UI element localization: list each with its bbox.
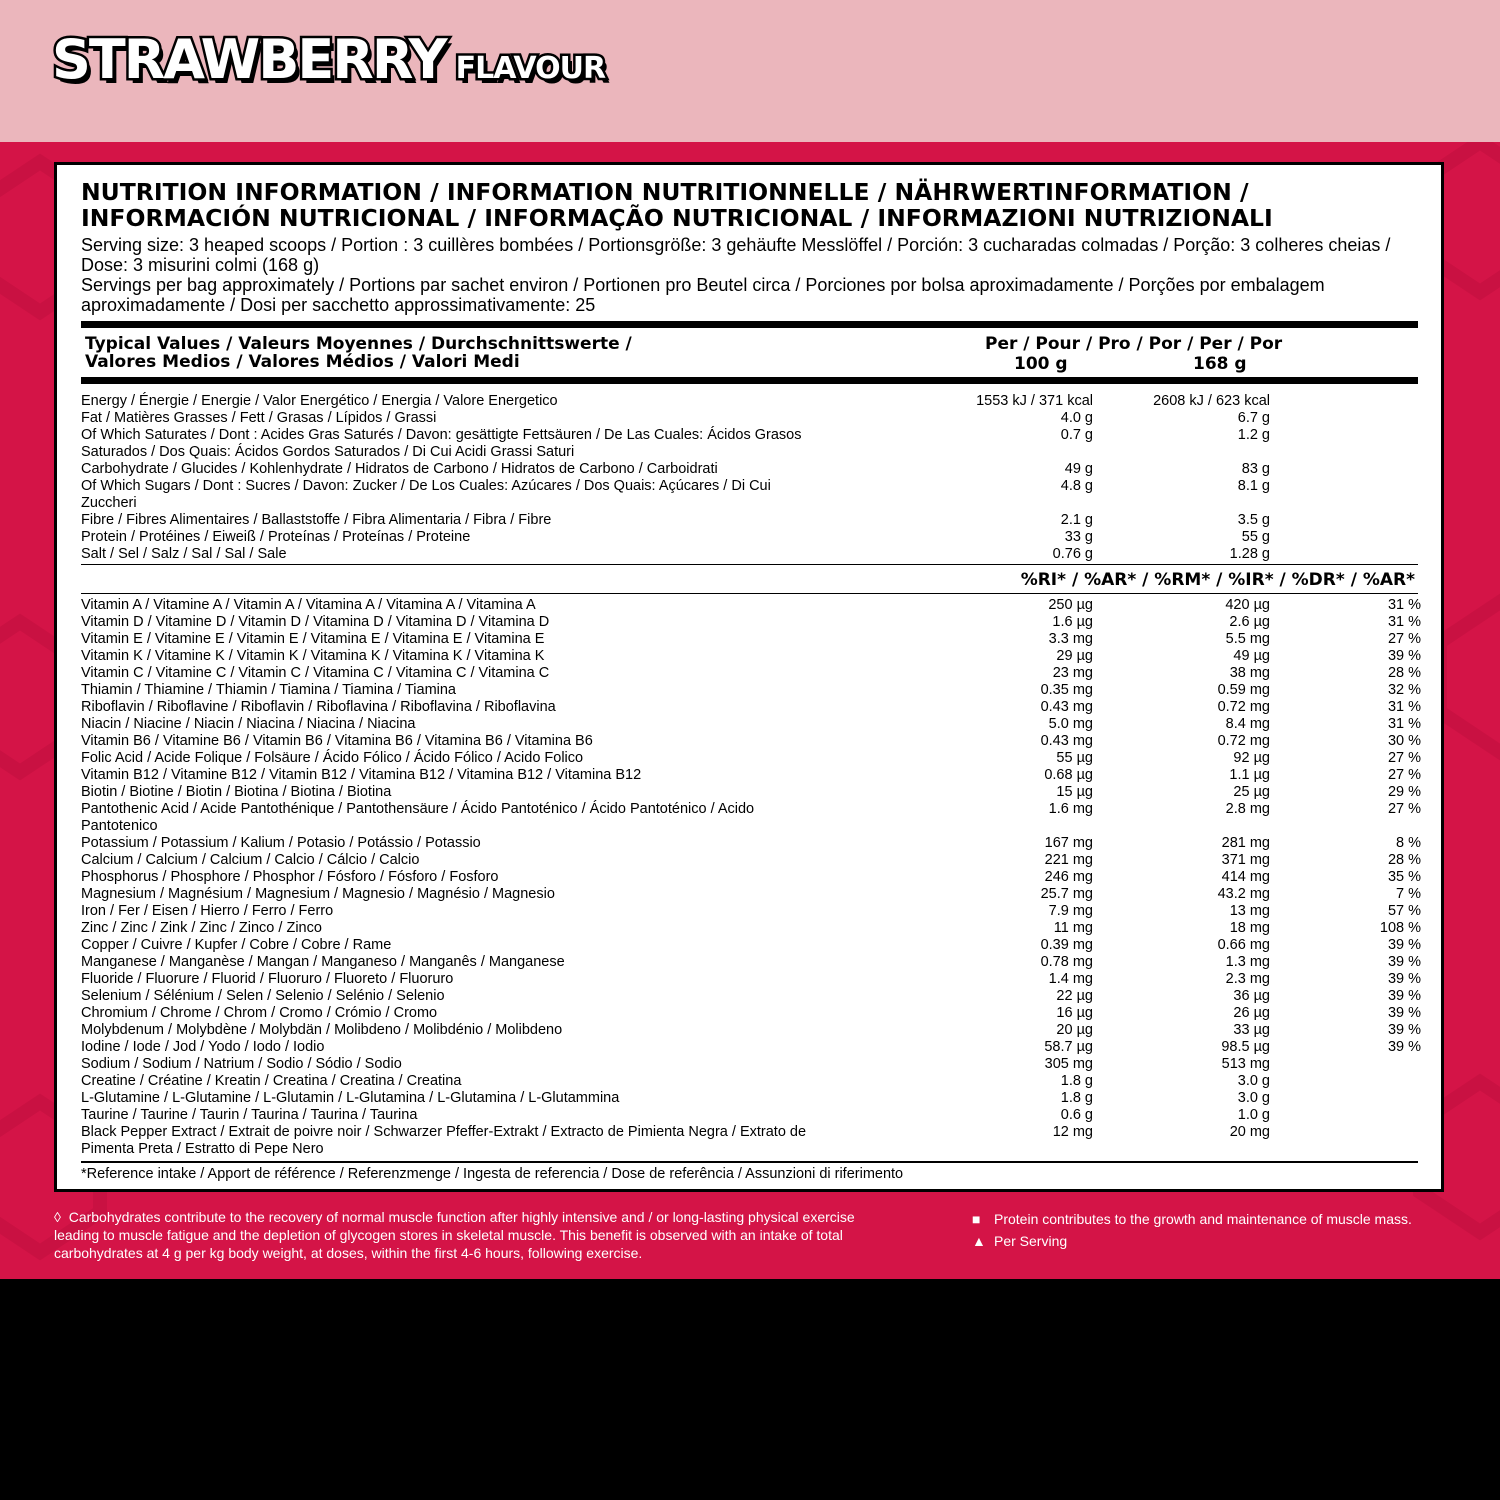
nutrient-name: Magnesium / Magnésium / Magnesium / Magnesio / Magnésio / Magnesio <box>81 886 555 902</box>
nutrient-name: Folic Acid / Acide Folique / Folsäure / Ácido Fólico / Ácido Fólico / Acido Folico <box>81 750 584 766</box>
nutrient-name: Phosphorus / Phosphore / Phosphor / Fósforo / Fósforo / Fosforo <box>81 869 499 885</box>
ri-percent: 28 % <box>1387 665 1421 681</box>
ri-percent: 39 % <box>1387 954 1421 970</box>
carbohydrate-claim-text: Carbohydrates contribute to the recovery of normal muscle function after highly intensive and / or long-lasting physical exercise leading to muscle fatigue and the depletion of glycogen stores in skeletal muscle. This benefit is observed with an intake of total carbohydrates at 4 g per kg body weight, at doses, within the first 4-6 hours, following exercise. <box>54 1209 855 1261</box>
value-per-100g: 1.4 mg <box>1048 971 1093 987</box>
ri-percent: 27 % <box>1387 767 1421 783</box>
nutrient-name: Iron / Fer / Eisen / Hierro / Ferro / Ferro <box>81 903 334 919</box>
value-per-100g: 0.78 mg <box>1040 954 1093 970</box>
value-per-100g: 4.0 g <box>1060 410 1093 426</box>
col-typical-values-line-1: Typical Values / Valeurs Moyennes / Durchschnittswerte / <box>85 334 632 354</box>
value-per-serving: 2.3 mg <box>1225 971 1270 987</box>
ri-header-rule <box>81 593 1418 594</box>
top-banner <box>0 0 1500 142</box>
value-per-100g: 29 µg <box>1056 648 1093 664</box>
ri-percent: 28 % <box>1387 852 1421 868</box>
ri-percent: 39 % <box>1387 1022 1421 1038</box>
ri-percent: 27 % <box>1387 801 1421 817</box>
flavour-main-text: STRAWBERRY <box>52 28 446 91</box>
value-per-100g: 5.0 mg <box>1048 716 1093 732</box>
nutrient-name: Manganese / Manganèse / Mangan / Manganeso / Manganês / Manganese <box>81 954 565 970</box>
table-row <box>81 733 1421 750</box>
nutrient-name: Copper / Cuivre / Kupfer / Cobre / Cobre / Rame <box>81 937 392 953</box>
value-per-serving: 3.0 g <box>1237 1073 1270 1089</box>
table-row <box>81 478 1421 512</box>
ri-percent: 29 % <box>1387 784 1421 800</box>
value-per-100g: 0.7 g <box>1060 427 1093 443</box>
value-per-serving: 1.28 g <box>1229 546 1270 562</box>
table-row <box>81 716 1421 733</box>
nutrient-name: Vitamin D / Vitamine D / Vitamin D / Vitamina D / Vitamina D / Vitamina D <box>81 614 550 630</box>
value-per-100g: 1.8 g <box>1060 1073 1093 1089</box>
value-per-serving: 2.8 mg <box>1225 801 1270 817</box>
square-icon: ■ <box>972 1211 981 1227</box>
nutrient-name: Creatine / Créatine / Kreatin / Creatina / Creatina / Creatina <box>81 1073 462 1089</box>
value-per-100g: 15 µg <box>1056 784 1093 800</box>
nutrient-name: Selenium / Sélénium / Selen / Selenio / Selénio / Selenio <box>81 988 445 1004</box>
table-row <box>81 801 1421 835</box>
value-per-serving: 0.66 mg <box>1217 937 1270 953</box>
table-row <box>81 1107 1421 1124</box>
ri-percent: 39 % <box>1387 1039 1421 1055</box>
ri-percent: 32 % <box>1387 682 1421 698</box>
ri-percent: 31 % <box>1387 716 1421 732</box>
ri-percent: 27 % <box>1387 631 1421 647</box>
table-row <box>81 427 1421 461</box>
value-per-serving: 371 mg <box>1221 852 1270 868</box>
value-per-serving: 420 µg <box>1225 597 1270 613</box>
nutrient-name: Vitamin K / Vitamine K / Vitamin K / Vitamina K / Vitamina K / Vitamina K <box>81 648 545 664</box>
value-per-100g: 0.6 g <box>1060 1107 1093 1123</box>
value-per-100g: 0.68 µg <box>1044 767 1093 783</box>
value-per-serving: 3.5 g <box>1237 512 1270 528</box>
value-per-100g: 3.3 mg <box>1048 631 1093 647</box>
value-per-serving: 3.0 g <box>1237 1090 1270 1106</box>
nutrient-name: Black Pepper Extract / Extrait de poivre noir / Schwarzer Pfeffer-Extrakt / Extracto de Pimienta Negra / Extrato de Pimenta Preta / Estratto di Pepe Nero <box>81 1124 807 1157</box>
value-per-serving: 25 µg <box>1233 784 1270 800</box>
value-per-serving: 92 µg <box>1233 750 1270 766</box>
table-row <box>81 971 1421 988</box>
table-row <box>81 784 1421 801</box>
value-per-100g: 55 µg <box>1056 750 1093 766</box>
nutrient-name: Energy / Énergie / Energie / Valor Energético / Energia / Valore Energetico <box>81 393 558 409</box>
nutrient-name: Fibre / Fibres Alimentaires / Ballaststoffe / Fibra Alimentaria / Fibra / Fibre <box>81 512 552 528</box>
value-per-serving: 1.0 g <box>1237 1107 1270 1123</box>
claims-legend <box>972 1208 1472 1252</box>
protein-claim-text: Protein contributes to the growth and maintenance of muscle mass. <box>994 1211 1412 1227</box>
value-per-100g: 0.39 mg <box>1040 937 1093 953</box>
table-row <box>81 682 1421 699</box>
ri-percent: 39 % <box>1387 971 1421 987</box>
table-row <box>81 750 1421 767</box>
nutrient-name: Vitamin C / Vitamine C / Vitamin C / Vitamina C / Vitamina C / Vitamina C <box>81 665 550 681</box>
value-per-serving: 1.2 g <box>1237 427 1270 443</box>
value-per-100g: 49 g <box>1064 461 1093 477</box>
flavour-sub-text: FLAVOUR <box>455 51 606 86</box>
serving-size-text: Serving size: 3 heaped scoops / Portion : 3 cuillères bombées / Portionsgröße: 3 gehäufte Messlöffel / Porción: 3 cucharadas colmadas / Porção: 3 colheres cheias / Dose: 3 misurini colmi (168 g) <box>81 235 1391 275</box>
value-per-100g: 0.43 mg <box>1040 733 1093 749</box>
ri-percent: 35 % <box>1387 869 1421 885</box>
nutrient-name: Taurine / Taurine / Taurin / Taurina / Taurina / Taurina <box>81 1107 418 1123</box>
table-row <box>81 835 1421 852</box>
value-per-100g: 221 mg <box>1044 852 1093 868</box>
value-per-serving: 8.1 g <box>1237 478 1270 494</box>
col-100g-header: 100 g <box>1014 354 1068 374</box>
ri-header: %RI* / %AR* / %RM* / %IR* / %DR* / %AR* <box>1020 570 1415 590</box>
value-per-serving: 13 mg <box>1229 903 1270 919</box>
value-per-100g: 0.35 mg <box>1040 682 1093 698</box>
nutrient-name: Riboflavin / Riboflavine / Riboflavin / Riboflavina / Riboflavina / Riboflavina <box>81 699 556 715</box>
ri-percent: 31 % <box>1387 699 1421 715</box>
value-per-serving: 2608 kJ / 623 kcal <box>1153 393 1270 409</box>
ri-percent: 39 % <box>1387 648 1421 664</box>
value-per-100g: 1.8 g <box>1060 1090 1093 1106</box>
value-per-serving: 5.5 mg <box>1225 631 1270 647</box>
ri-percent: 31 % <box>1387 614 1421 630</box>
nutrient-name: Thiamin / Thiamine / Thiamin / Tiamina / Tiamina / Tiamina <box>81 682 456 698</box>
value-per-100g: 11 mg <box>1053 920 1093 936</box>
value-per-serving: 33 µg <box>1233 1022 1270 1038</box>
nutrient-name: Protein / Protéines / Eiweiß / Proteínas / Proteínas / Proteine <box>81 529 471 545</box>
value-per-serving: 26 µg <box>1233 1005 1270 1021</box>
value-per-serving: 281 mg <box>1221 835 1270 851</box>
value-per-100g: 246 mg <box>1044 869 1093 885</box>
table-row <box>81 988 1421 1005</box>
value-per-100g: 4.8 g <box>1060 478 1093 494</box>
panel-title-line-1: NUTRITION INFORMATION / INFORMATION NUTRITIONNELLE / NÄHRWERTINFORMATION / <box>81 178 1249 206</box>
value-per-100g: 1553 kJ / 371 kcal <box>976 393 1093 409</box>
table-row <box>81 665 1421 682</box>
nutrient-name: Chromium / Chrome / Chrom / Cromo / Crómio / Cromo <box>81 1005 438 1021</box>
nutrient-name: Fluoride / Fluorure / Fluorid / Fluoruro / Fluoreto / Fluoruro <box>81 971 454 987</box>
table-bottom-rule <box>81 1161 1418 1163</box>
value-per-serving: 1.1 µg <box>1229 767 1270 783</box>
value-per-serving: 0.59 mg <box>1217 682 1270 698</box>
table-row <box>81 597 1421 614</box>
value-per-100g: 250 µg <box>1048 597 1093 613</box>
nutrient-name: Potassium / Potassium / Kalium / Potasio / Potássio / Potassio <box>81 835 481 851</box>
diamond-icon: ◊ <box>54 1209 61 1225</box>
table-row <box>81 529 1421 546</box>
table-row <box>81 699 1421 716</box>
table-row <box>81 648 1421 665</box>
ri-percent: 39 % <box>1387 1005 1421 1021</box>
value-per-100g: 58.7 µg <box>1044 1039 1093 1055</box>
nutrient-name: Niacin / Niacine / Niacin / Niacina / Niacina / Niacina <box>81 716 416 732</box>
nutrient-name: Of Which Sugars / Dont : Sucres / Davon: Zucker / De Los Cuales: Azúcares / Dos Quais: Açúcares / Di Cui Zuccheri <box>81 478 771 511</box>
value-per-serving: 43.2 mg <box>1217 886 1270 902</box>
nutrient-name: Iodine / Iode / Jod / Yodo / Iodo / Iodio <box>81 1039 325 1055</box>
flavour-title <box>52 28 605 91</box>
ri-percent: 27 % <box>1387 750 1421 766</box>
value-per-100g: 7.9 mg <box>1048 903 1093 919</box>
servings-per-bag-text: Servings per bag approximately / Portions par sachet environ / Portionen pro Beutel circa / Porciones por bolsa aproximadamente / Porções por embalagem aproximadamente / Dosi per sacchetto approssimativamente: 25 <box>81 275 1325 315</box>
nutrient-name: L-Glutamine / L-Glutamine / L-Glutamin / L-Glutamina / L-Glutamina / L-Glutammina <box>81 1090 620 1106</box>
nutrient-name: Vitamin A / Vitamine A / Vitamin A / Vitamina A / Vitamina A / Vitamina A <box>81 597 536 613</box>
table-row <box>81 461 1421 478</box>
value-per-serving: 83 g <box>1241 461 1270 477</box>
value-per-100g: 1.6 µg <box>1052 614 1093 630</box>
value-per-100g: 25.7 mg <box>1040 886 1093 902</box>
table-row <box>81 410 1421 427</box>
value-per-100g: 22 µg <box>1056 988 1093 1004</box>
nutrition-panel <box>54 162 1444 1192</box>
table-row <box>81 1124 1421 1158</box>
value-per-serving: 414 mg <box>1221 869 1270 885</box>
value-per-100g: 20 µg <box>1056 1022 1093 1038</box>
table-row <box>81 614 1421 631</box>
table-row <box>81 546 1421 563</box>
table-row <box>81 1005 1421 1022</box>
value-per-serving: 38 mg <box>1229 665 1270 681</box>
nutrient-name: Of Which Saturates / Dont : Acides Gras Saturés / Davon: gesättigte Fettsäuren / De Las Cuales: Ácidos Grasos Saturados / Dos Quais: Ácidos Gordos Saturados / Di Cui Acidi Grassi Saturi <box>81 427 802 460</box>
value-per-serving: 6.7 g <box>1237 410 1270 426</box>
value-per-100g: 167 mg <box>1044 835 1093 851</box>
table-row <box>81 920 1421 937</box>
value-per-serving: 8.4 mg <box>1225 716 1270 732</box>
col-typical-values-line-2: Valores Medios / Valores Médios / Valori Medi <box>85 352 520 372</box>
col-168g-header: 168 g <box>1193 354 1247 374</box>
nutrient-name: Calcium / Calcium / Calcium / Calcio / Cálcio / Calcio <box>81 852 420 868</box>
ri-percent: 39 % <box>1387 988 1421 1004</box>
protein-claim <box>972 1208 1472 1230</box>
value-per-100g: 0.76 g <box>1052 546 1093 562</box>
value-per-100g: 0.43 mg <box>1040 699 1093 715</box>
nutrient-name: Pantothenic Acid / Acide Pantothénique / Pantothensäure / Ácido Pantoténico / Ácido Pantoténico / Acido Pantotenico <box>81 801 755 834</box>
value-per-serving: 55 g <box>1241 529 1270 545</box>
table-row <box>81 954 1421 971</box>
value-per-serving: 2.6 µg <box>1229 614 1270 630</box>
value-per-100g: 305 mg <box>1044 1056 1093 1072</box>
value-per-100g: 12 mg <box>1052 1124 1093 1140</box>
per-serving-legend <box>972 1230 1472 1252</box>
ri-percent: 7 % <box>1396 886 1421 902</box>
ri-percent: 31 % <box>1387 597 1421 613</box>
table-row <box>81 1056 1421 1073</box>
table-row <box>81 1090 1421 1107</box>
ri-percent: 108 % <box>1379 920 1421 936</box>
nutrient-name: Vitamin B12 / Vitamine B12 / Vitamin B12 / Vitamina B12 / Vitamina B12 / Vitamina B12 <box>81 767 642 783</box>
value-per-100g: 23 mg <box>1052 665 1093 681</box>
value-per-100g: 16 µg <box>1056 1005 1093 1021</box>
carbohydrate-claim <box>54 1208 874 1262</box>
nutrient-name: Biotin / Biotine / Biotin / Biotina / Biotina / Biotina <box>81 784 392 800</box>
nutrient-name: Sodium / Sodium / Natrium / Sodio / Sódio / Sodio <box>81 1056 402 1072</box>
panel-header <box>81 179 1421 315</box>
header-bottom-rule <box>81 377 1418 384</box>
value-per-serving: 1.3 mg <box>1225 954 1270 970</box>
nutrient-name: Salt / Sel / Salz / Sal / Sal / Sale <box>81 546 287 562</box>
value-per-serving: 98.5 µg <box>1221 1039 1270 1055</box>
reference-intake-footnote: *Reference intake / Apport de référence / Referenzmenge / Ingesta de referencia / Dose de referência / Assunzioni di riferimento <box>81 1166 904 1182</box>
nutrient-name: Fat / Matières Grasses / Fett / Grasas / Lípidos / Grassi <box>81 410 437 426</box>
triangle-icon: ▲ <box>972 1233 986 1249</box>
value-per-100g: 2.1 g <box>1060 512 1093 528</box>
ri-percent: 57 % <box>1387 903 1421 919</box>
table-row <box>81 886 1421 903</box>
table-row <box>81 869 1421 886</box>
panel-title-line-2: INFORMACIÓN NUTRICIONAL / INFORMAÇÃO NUTRICIONAL / INFORMAZIONI NUTRIZIONALI <box>81 204 1273 232</box>
value-per-serving: 513 mg <box>1221 1056 1270 1072</box>
nutrient-name: Zinc / Zinc / Zink / Zinc / Zinco / Zinco <box>81 920 322 936</box>
value-per-serving: 36 µg <box>1233 988 1270 1004</box>
value-per-serving: 0.72 mg <box>1217 733 1270 749</box>
per-serving-text: Per Serving <box>994 1233 1068 1249</box>
table-top-rule <box>81 321 1418 328</box>
table-row <box>81 767 1421 784</box>
table-row <box>81 1073 1421 1090</box>
nutrient-name: Vitamin E / Vitamine E / Vitamin E / Vitamina E / Vitamina E / Vitamina E <box>81 631 545 647</box>
table-row <box>81 903 1421 920</box>
table-row <box>81 1039 1421 1056</box>
value-per-serving: 20 mg <box>1229 1124 1270 1140</box>
col-per-header: Per / Pour / Pro / Por / Per / Por <box>985 334 1283 354</box>
table-row <box>81 937 1421 954</box>
nutrient-name: Carbohydrate / Glucides / Kohlenhydrate / Hidratos de Carbono / Hidratos de Carbono / Carboidrati <box>81 461 718 477</box>
value-per-100g: 33 g <box>1064 529 1093 545</box>
table-row <box>81 852 1421 869</box>
value-per-serving: 0.72 mg <box>1217 699 1270 715</box>
ri-percent: 30 % <box>1387 733 1421 749</box>
value-per-serving: 49 µg <box>1233 648 1270 664</box>
nutrient-name: Molybdenum / Molybdène / Molybdän / Molibdeno / Molibdénio / Molibdeno <box>81 1022 563 1038</box>
table-row <box>81 512 1421 529</box>
value-per-serving: 18 mg <box>1229 920 1270 936</box>
table-row <box>81 393 1421 410</box>
ri-percent: 8 % <box>1396 835 1421 851</box>
table-row <box>81 1022 1421 1039</box>
value-per-100g: 1.6 mg <box>1048 801 1093 817</box>
ri-percent: 39 % <box>1387 937 1421 953</box>
nutrient-name: Vitamin B6 / Vitamine B6 / Vitamin B6 / Vitamina B6 / Vitamina B6 / Vitamina B6 <box>81 733 593 749</box>
table-row <box>81 631 1421 648</box>
macro-bottom-rule <box>81 564 1418 565</box>
